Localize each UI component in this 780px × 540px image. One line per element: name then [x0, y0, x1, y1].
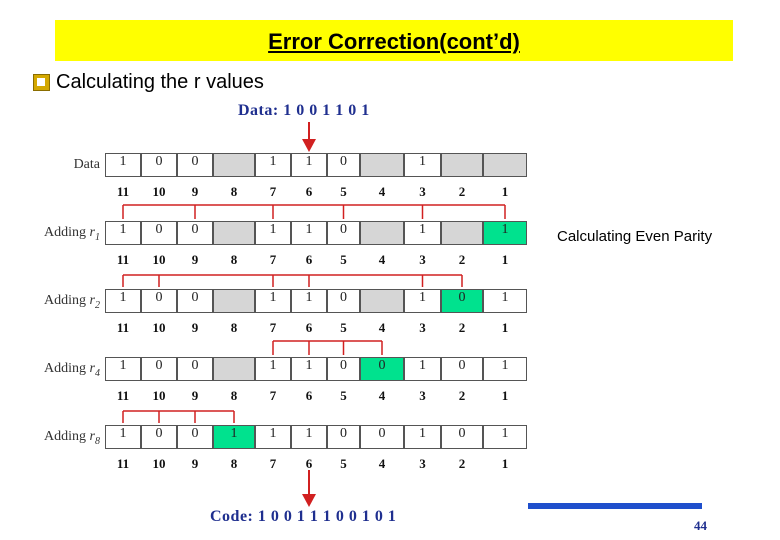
- position-index: 10: [152, 456, 166, 471]
- position-index: 3: [419, 320, 426, 335]
- position-index: 10: [152, 184, 166, 199]
- position-index: 6: [305, 388, 313, 403]
- position-index: 6: [305, 252, 313, 267]
- bit-cell: 0: [441, 425, 483, 449]
- position-index: 3: [419, 456, 426, 471]
- position-index: 1: [501, 388, 509, 403]
- bit-cell: 1: [213, 425, 255, 449]
- bit-cell: 0: [141, 289, 177, 313]
- bit-cell: 0: [177, 153, 213, 177]
- bit-cell: 1: [404, 153, 441, 177]
- position-index: 5: [340, 388, 347, 403]
- bit-cell: 1: [105, 221, 141, 245]
- bit-cell: 1: [255, 357, 291, 381]
- bit-cell: 1: [255, 425, 291, 449]
- position-index: 6: [305, 456, 313, 471]
- position-index: 3: [419, 388, 426, 403]
- bit-cell: 1: [291, 153, 327, 177]
- arrows: [302, 122, 316, 507]
- position-index: 11: [116, 388, 130, 403]
- bit-cell: 0: [441, 357, 483, 381]
- position-index: 2: [458, 388, 466, 403]
- position-index: 8: [230, 388, 238, 403]
- position-index: 4: [378, 456, 386, 471]
- bit-cell: 0: [360, 425, 404, 449]
- side-note: Calculating Even Parity: [557, 228, 713, 245]
- position-index: 5: [340, 184, 347, 199]
- position-index: 9: [191, 320, 199, 335]
- position-index: 6: [305, 320, 313, 335]
- row-label: Adding $r_1$: [44, 225, 100, 243]
- parity-group-line: [123, 411, 234, 423]
- bit-cell: 0: [141, 425, 177, 449]
- bit-cell: 1: [105, 357, 141, 381]
- bit-cell: 1: [291, 425, 327, 449]
- position-index: 1: [501, 456, 509, 471]
- parity-links: [123, 205, 505, 423]
- position-index: 1: [501, 252, 509, 267]
- row-label: Adding $r_2$: [44, 293, 100, 311]
- position-index: 7: [269, 388, 277, 403]
- position-index: 2: [458, 184, 466, 199]
- position-index: 7: [269, 456, 277, 471]
- position-index: 8: [230, 456, 238, 471]
- row-label: Adding $r_8$: [44, 429, 100, 447]
- arrow-head-icon: [302, 494, 316, 507]
- position-index: 5: [340, 252, 347, 267]
- parity-group-line: [123, 205, 505, 219]
- position-index: 10: [152, 388, 166, 403]
- position-index: 2: [458, 456, 466, 471]
- parity-group-line: [273, 341, 382, 355]
- data-word: Data: 1 0 0 1 1 0 1: [238, 102, 370, 119]
- bit-cell: 0: [141, 357, 177, 381]
- position-index: 8: [230, 320, 238, 335]
- bit-cell: 1: [255, 289, 291, 313]
- position-index: 8: [230, 184, 238, 199]
- bit-cell: 0: [327, 221, 360, 245]
- position-index: 11: [116, 320, 130, 335]
- position-index: 4: [378, 388, 386, 403]
- slide-title: Error Correction(cont’d): [268, 29, 520, 54]
- bit-cell: 0: [327, 425, 360, 449]
- position-index: 9: [191, 388, 199, 403]
- position-index: 6: [305, 184, 313, 199]
- bit-cell: 1: [483, 425, 527, 449]
- position-index: 5: [340, 456, 347, 471]
- position-index: 5: [340, 320, 347, 335]
- bit-cell: 1: [404, 221, 441, 245]
- position-index: 9: [191, 252, 199, 267]
- bit-cell: 0: [441, 289, 483, 313]
- position-index: 11: [116, 184, 130, 199]
- position-index: 3: [419, 184, 426, 199]
- page-number: 44: [694, 518, 707, 533]
- position-index: 1: [501, 184, 509, 199]
- position-index: 11: [116, 252, 130, 267]
- bit-cell: 1: [483, 221, 527, 245]
- position-index: 11: [116, 456, 130, 471]
- bit-cell: 1: [105, 153, 141, 177]
- position-index: 10: [152, 320, 166, 335]
- bit-cell: 0: [141, 221, 177, 245]
- bit-cell: 1: [483, 289, 527, 313]
- bit-cell: 0: [177, 289, 213, 313]
- position-index: 4: [378, 320, 386, 335]
- bit-cell: 0: [141, 153, 177, 177]
- position-index: 2: [458, 252, 466, 267]
- bit-cell: 0: [177, 221, 213, 245]
- bit-cell: 1: [255, 153, 291, 177]
- bit-cell: 1: [255, 221, 291, 245]
- bit-cell: 0: [327, 153, 360, 177]
- position-index: 7: [269, 184, 277, 199]
- position-index: 4: [378, 184, 386, 199]
- bit-cell: 1: [404, 425, 441, 449]
- position-index: 7: [269, 320, 277, 335]
- bit-cell: 1: [404, 289, 441, 313]
- bit-cell: 0: [327, 289, 360, 313]
- position-index: 9: [191, 184, 199, 199]
- bit-cell: 1: [105, 425, 141, 449]
- bit-cell: 1: [404, 357, 441, 381]
- parity-group-line: [123, 275, 462, 287]
- position-index: 10: [152, 252, 166, 267]
- bit-cell: 1: [291, 357, 327, 381]
- bit-cell: 1: [483, 357, 527, 381]
- position-index: 1: [501, 320, 509, 335]
- bit-cell: 0: [360, 357, 404, 381]
- bullet-text: Calculating the r values: [56, 70, 264, 93]
- position-index: 4: [378, 252, 386, 267]
- bit-cell: 1: [291, 221, 327, 245]
- position-index: 7: [269, 252, 277, 267]
- position-index: 9: [191, 456, 199, 471]
- bit-cell: 0: [327, 357, 360, 381]
- row-label: Adding $r_4$: [44, 361, 100, 379]
- bit-cell: 0: [177, 425, 213, 449]
- bit-cell: 1: [105, 289, 141, 313]
- footer-accent-bar: [528, 503, 702, 509]
- arrow-head-icon: [302, 139, 316, 152]
- bit-cell: 1: [291, 289, 327, 313]
- bit-cell: 0: [177, 357, 213, 381]
- position-index: 2: [458, 320, 466, 335]
- position-index: 3: [419, 252, 426, 267]
- position-index: 8: [230, 252, 238, 267]
- code-word: Code: 1 0 0 1 1 1 0 0 1 0 1: [210, 508, 397, 525]
- row-label: Data: [73, 157, 100, 172]
